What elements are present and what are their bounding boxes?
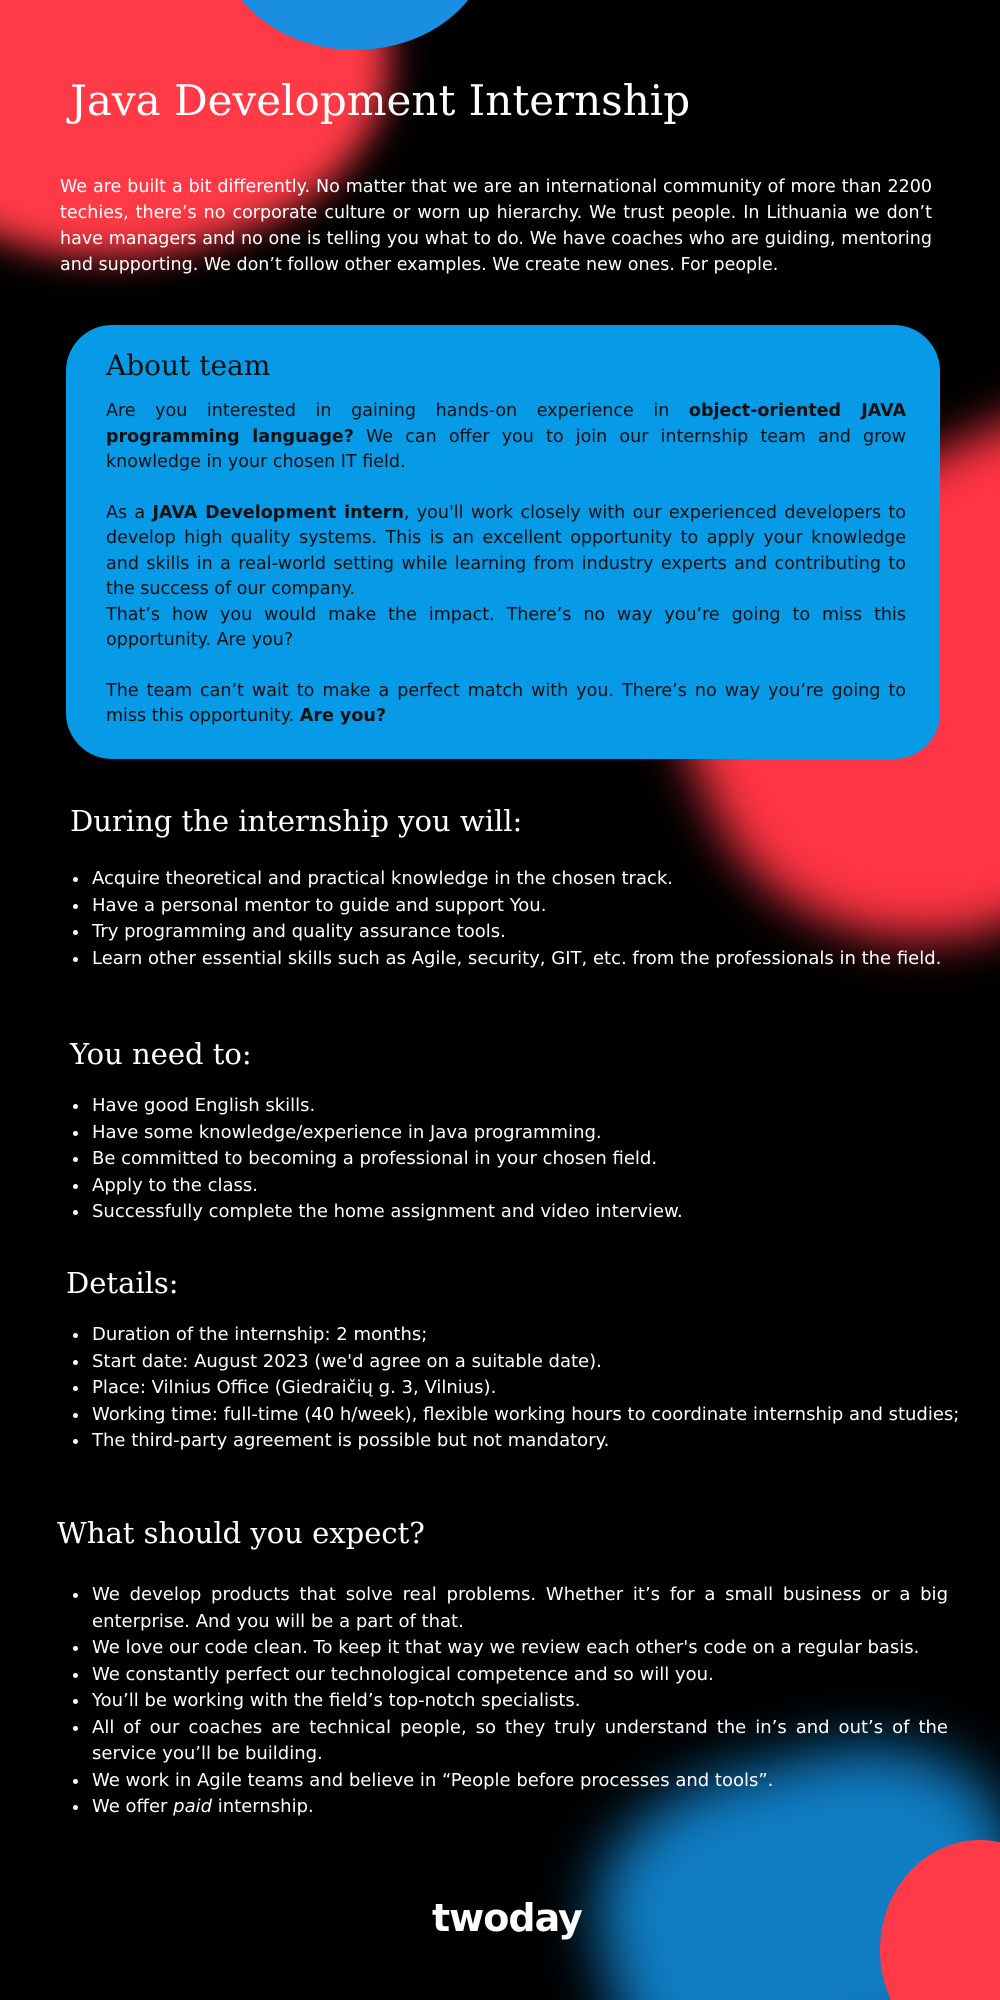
list-item: • We love our code clean. To keep it that way we review each other's code on a regular basis. [90, 1635, 948, 1662]
list-item: • Be committed to becoming a professional in your chosen field. [90, 1146, 960, 1173]
during-internship-list [70, 866, 970, 972]
about-p1-text: Are you interested in gaining hands-on experience in [106, 401, 689, 421]
about-p2-text: As a [106, 502, 153, 523]
about-paragraph-2 [106, 501, 906, 603]
list-item: • Have good English skills. [90, 1093, 960, 1120]
about-p4-text: The team can’t wait to make a perfect match with you. There’s no way you’re going to miss this opportunity. [106, 680, 906, 726]
about-team-body [106, 399, 906, 730]
details-title: Details: [66, 1266, 179, 1300]
expect-last-text-end: internship. [212, 1796, 314, 1817]
about-paragraph-1 [106, 399, 906, 476]
list-item: • Place: Vilnius Office (Giedraičių g. 3, Vilnius). [90, 1375, 970, 1402]
expect-last-italic: paid [173, 1796, 213, 1817]
list-item: • The third-party agreement is possible but not mandatory. [90, 1428, 970, 1455]
about-p1-text-end: We can offer you to join our internship team and grow knowledge in your chosen IT field. [106, 426, 906, 472]
twoday-logo: twoday [432, 1896, 582, 1940]
list-item: • Duration of the internship: 2 months; [90, 1322, 970, 1349]
what-to-expect-list [70, 1582, 948, 1821]
list-item: • Have a personal mentor to guide and support You. [90, 893, 970, 920]
list-item: • Learn other essential skills such as Agile, security, GIT, etc. from the professionals in the field. [90, 946, 970, 973]
list-item: • Have some knowledge/experience in Java programming. [90, 1120, 960, 1147]
list-item [90, 1794, 948, 1821]
about-team-card [66, 325, 940, 759]
list-item: • We constantly perfect our technological competence and so will you. [90, 1662, 948, 1689]
list-item: • Acquire theoretical and practical knowledge in the chosen track. [90, 866, 970, 893]
list-item: • You’ll be working with the field’s top-notch specialists. [90, 1688, 948, 1715]
list-item: • We work in Agile teams and believe in “People before processes and tools”. [90, 1768, 948, 1795]
about-p4-bold: Are you? [299, 706, 386, 726]
what-to-expect-title: What should you expect? [57, 1516, 425, 1550]
about-p2-bold: JAVA Development intern [152, 502, 404, 523]
expect-last-text: We offer [92, 1796, 174, 1817]
page-title: Java Development Internship [70, 76, 691, 125]
you-need-to-list [70, 1093, 960, 1226]
details-list [70, 1322, 970, 1455]
intro-paragraph: We are built a bit differently. No matter that we are an international community of more than 2200 techies, there’s no corporate culture or worn up hierarchy. We trust people. In Lithuania we don’t have managers and no one is telling you what to do. We have coaches who are guiding, mentoring and supporting. We don’t follow other examples. We create new ones. For people. [60, 177, 932, 275]
list-item: • Working time: full-time (40 h/week), flexible working hours to coordinate internship and studies; [90, 1402, 970, 1429]
list-item: • Apply to the class. [90, 1173, 960, 1200]
list-item: • Successfully complete the home assignment and video interview. [90, 1199, 960, 1226]
list-item: • Try programming and quality assurance tools. [90, 919, 970, 946]
you-need-to-title: You need to: [70, 1037, 252, 1071]
about-paragraph-3: That’s how you would make the impact. There’s no way you’re going to miss this opportunity. Are you? [106, 604, 906, 650]
about-p1-bold: object-oriented JAVA programming language? [106, 401, 906, 447]
about-team-title: About team [106, 349, 271, 382]
about-paragraph-4 [106, 679, 906, 730]
list-item: • All of our coaches are technical people, so they truly understand the in’s and out’s of the service you’ll be building. [90, 1715, 948, 1768]
list-item: • We develop products that solve real problems. Whether it’s for a small business or a big enterprise. And you will be a part of that. [90, 1582, 948, 1635]
during-internship-title: During the internship you will: [70, 804, 523, 838]
list-item: • Start date: August 2023 (we'd agree on a suitable date). [90, 1349, 970, 1376]
about-p2-text-end: , you'll work closely with our experienced developers to develop high quality systems. This is an excellent opportunity to apply your knowledge and skills in a real-world setting while learning from industry experts and contributing to the success of our company. [106, 502, 906, 599]
